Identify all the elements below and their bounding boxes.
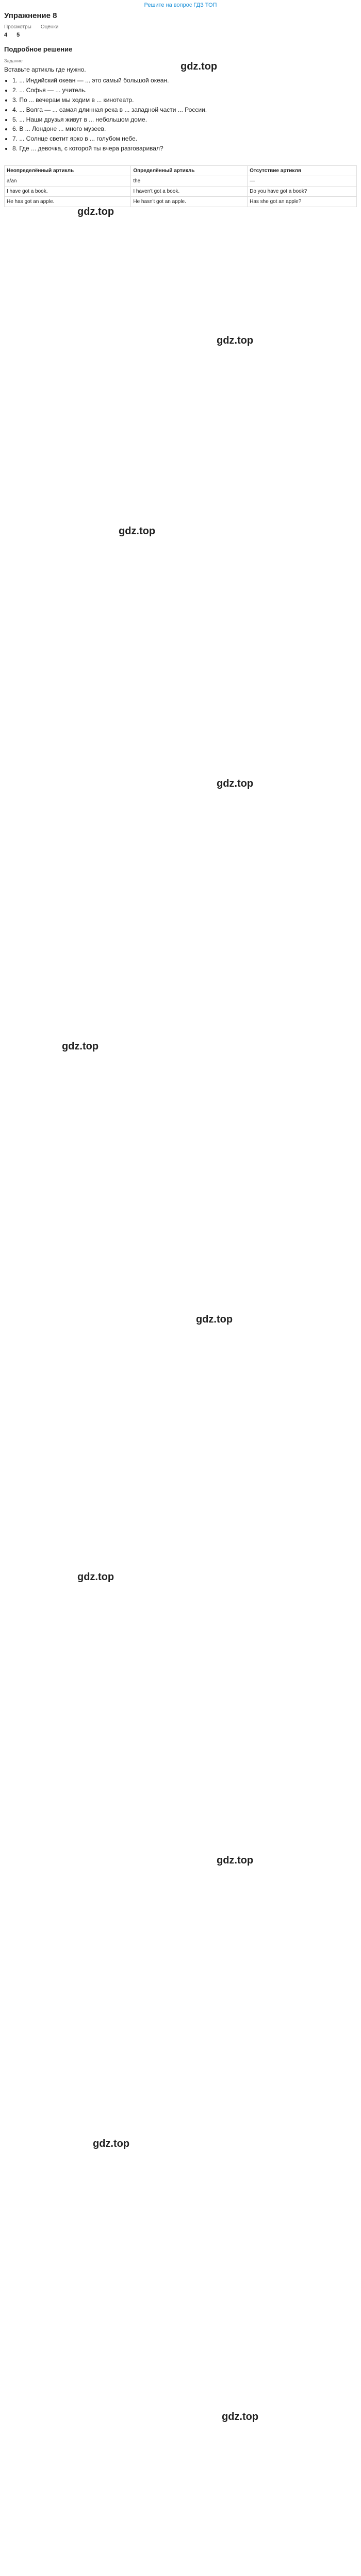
likes-count: 5 — [17, 32, 20, 38]
views-count: 4 — [4, 32, 8, 38]
top-link[interactable]: Решите на вопрос ГДЗ ТОП — [144, 2, 217, 8]
table-cell: Do you have got a book? — [248, 186, 357, 196]
table-cell: He hasn't got an apple. — [131, 196, 248, 207]
watermark: gdz.top — [180, 61, 218, 72]
watermark: gdz.top — [217, 778, 254, 789]
stats — [4, 24, 361, 38]
watermark: gdz.top — [217, 335, 254, 346]
task-list — [12, 76, 357, 152]
list-item: • 5. ... Наши друзья живут в ... небольшом доме. — [12, 115, 357, 124]
list-item: • 4. ... Волга — ... самая длинная река в ... западной части ... России. — [12, 106, 357, 114]
table-cell: Has she got an apple? — [248, 196, 357, 207]
table-cell: а/аn — [5, 176, 131, 186]
list-item: • 3. По ... вечерам мы ходим в ... кинотеатр. — [12, 96, 357, 105]
section-title: Подробное решение — [4, 45, 73, 53]
table-row — [5, 176, 357, 186]
watermark: gdz.top — [217, 1855, 254, 1866]
table-header: Неопределённый артикль — [5, 165, 131, 176]
task-label: Задание — [4, 58, 23, 63]
stats-values — [4, 32, 361, 38]
table-cell: — — [248, 176, 357, 186]
task-section — [4, 58, 357, 2576]
table-header-row — [5, 165, 357, 176]
stats-labels — [4, 24, 361, 30]
table-header: Отсутствие артикля — [248, 165, 357, 176]
page-title: Упражнение 8 — [4, 11, 57, 20]
list-item: • 1. ... Индийский океан — ... это самый большой океан. — [12, 76, 357, 85]
watermark: gdz.top — [222, 2411, 259, 2422]
table-cell: He has got an apple. — [5, 196, 131, 207]
views-label: Просмотры — [4, 24, 31, 30]
task-text: Вставьте артикль где нужно. — [4, 66, 86, 73]
list-item: • 2. ... Софья — ... учитель. — [12, 86, 357, 95]
watermark: gdz.top — [196, 1314, 233, 1325]
table-cell: I have got a book. — [5, 186, 131, 196]
list-item: • 7. ... Солнце светит ярко в ... голубом небе. — [12, 134, 357, 143]
table-cell: I haven't got a book. — [131, 186, 248, 196]
likes-label: Оценки — [40, 24, 59, 30]
watermark: gdz.top — [62, 1041, 99, 1052]
grammar-table — [4, 165, 357, 207]
table-cell: the — [131, 176, 248, 186]
table-header: Определённый артикль — [131, 165, 248, 176]
table-row — [5, 196, 357, 207]
watermark: gdz.top — [77, 1571, 114, 1583]
watermark: gdz.top — [93, 2138, 130, 2149]
list-item: • 8. Где ... девочка, с которой ты вчера разговаривал? — [12, 144, 357, 153]
list-item: • 6. В ... Лондоне ... много музеев. — [12, 125, 357, 133]
watermark: gdz.top — [77, 206, 114, 217]
watermark: gdz.top — [119, 526, 156, 537]
table-row — [5, 186, 357, 196]
